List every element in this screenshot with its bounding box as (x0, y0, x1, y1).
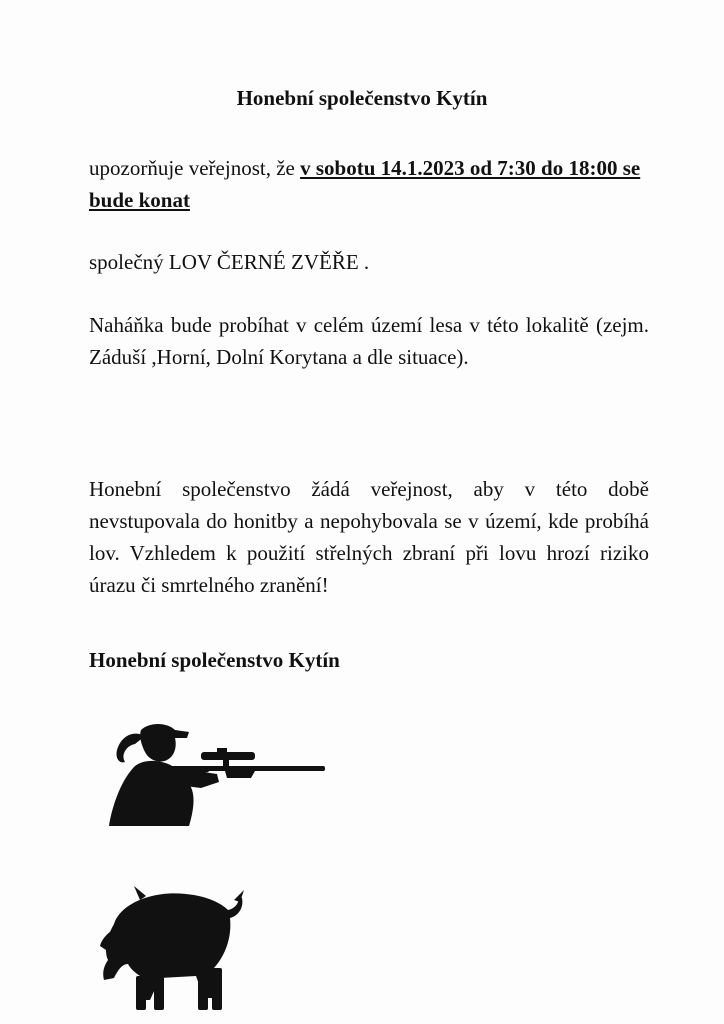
wild-boar-icon (100, 880, 245, 1020)
event-name: společný LOV ČERNÉ ZVĚŘE . (89, 250, 370, 274)
notice-title: Honební společenstvo Kytín (236, 86, 488, 110)
location-paragraph: Naháňka bude probíhat v celém území lesa v této lokalitě (zejm. Záduší ,Horní, Dolní Korytana a dle situace). (89, 313, 649, 369)
announcement-paragraph (89, 152, 649, 216)
announcement-lead: upozorňuje veřejnost, že (89, 156, 301, 180)
signature: Honební společenstvo Kytín (89, 648, 340, 672)
warning-paragraph: Honební společenstvo žádá veřejnost, aby v této době nevstupovala do honitby a nepohybovala se v území, kde probíhá lov. Vzhledem k použití střelných zbraní při lovu hrozí riziko úrazu či smrtelného zranění! (89, 477, 649, 597)
event-date-time: v sobotu 14.1.2023 od 7:30 do 18:00 se bude konat (89, 156, 641, 212)
hunter-icon (105, 716, 330, 826)
